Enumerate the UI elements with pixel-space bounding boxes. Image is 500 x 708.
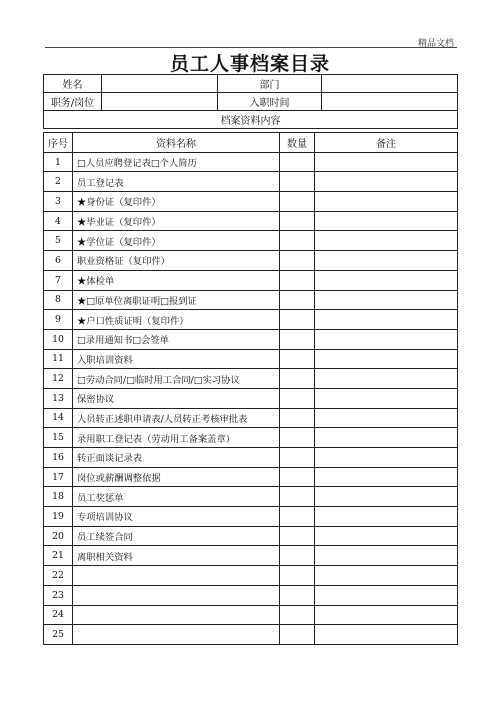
- row-quantity[interactable]: [280, 526, 315, 546]
- row-notes[interactable]: [315, 329, 458, 349]
- row-index: 11: [44, 349, 73, 369]
- row-index: 13: [44, 388, 73, 408]
- info-row-name-dept: [44, 75, 458, 93]
- row-quantity[interactable]: [280, 487, 315, 507]
- row-notes[interactable]: [315, 172, 458, 192]
- hire-date-label: 入职时间: [218, 93, 322, 111]
- row-document-name: 录用职工登记表（劳动用工备案盖章）: [73, 428, 280, 448]
- header-note: 精品文档: [417, 39, 454, 49]
- row-index: 12: [44, 369, 73, 389]
- row-notes[interactable]: [315, 487, 458, 507]
- table-row: [44, 152, 458, 172]
- row-quantity[interactable]: [280, 369, 315, 389]
- table-row: [44, 290, 458, 310]
- row-document-name: ★户口性质证明（复印件）: [73, 310, 280, 330]
- name-field[interactable]: [102, 75, 218, 93]
- row-quantity[interactable]: [280, 349, 315, 369]
- row-document-name: ★身份证（复印件）: [73, 192, 280, 212]
- row-quantity[interactable]: [280, 192, 315, 212]
- row-notes[interactable]: [315, 605, 458, 625]
- row-document-name: ★体检单: [73, 270, 280, 290]
- list-header-row: [44, 133, 458, 153]
- row-index: 14: [44, 408, 73, 428]
- row-quantity[interactable]: [280, 152, 315, 172]
- table-row: [44, 448, 458, 468]
- row-quantity[interactable]: [280, 329, 315, 349]
- table-row: [44, 251, 458, 271]
- table-row: [44, 585, 458, 605]
- row-notes[interactable]: [315, 585, 458, 605]
- table-row: [44, 526, 458, 546]
- row-notes[interactable]: [315, 448, 458, 468]
- name-label: 姓名: [44, 75, 102, 93]
- row-index: 10: [44, 329, 73, 349]
- row-quantity[interactable]: [280, 388, 315, 408]
- row-notes[interactable]: [315, 152, 458, 172]
- row-notes[interactable]: [315, 231, 458, 251]
- row-document-name: 保密协议: [73, 388, 280, 408]
- row-quantity[interactable]: [280, 211, 315, 231]
- row-notes[interactable]: [315, 211, 458, 231]
- row-notes[interactable]: [315, 369, 458, 389]
- section-title: 档案资料内容: [44, 111, 458, 129]
- row-quantity[interactable]: [280, 625, 315, 645]
- row-quantity[interactable]: [280, 566, 315, 586]
- row-index: 17: [44, 467, 73, 487]
- row-document-name: ★□原单位离职证明□报到证: [73, 290, 280, 310]
- row-index: 19: [44, 507, 73, 527]
- row-quantity[interactable]: [280, 290, 315, 310]
- department-label: 部门: [218, 75, 322, 93]
- row-document-name: [73, 625, 280, 645]
- table-row: [44, 349, 458, 369]
- row-document-name: 转正面谈记录表: [73, 448, 280, 468]
- table-row: [44, 369, 458, 389]
- section-title-row: [44, 111, 458, 129]
- table-row: [44, 487, 458, 507]
- row-notes[interactable]: [315, 566, 458, 586]
- row-document-name: 员工续签合同: [73, 526, 280, 546]
- row-document-name: ★毕业证（复印件）: [73, 211, 280, 231]
- table-row: [44, 467, 458, 487]
- position-field[interactable]: [102, 93, 218, 111]
- row-document-name: 职业资格证（复印件）: [73, 251, 280, 271]
- list-body: [44, 152, 458, 644]
- table-row: [44, 211, 458, 231]
- row-document-name: [73, 605, 280, 625]
- row-index: 18: [44, 487, 73, 507]
- row-index: 21: [44, 546, 73, 566]
- row-notes[interactable]: [315, 388, 458, 408]
- table-row: [44, 388, 458, 408]
- column-header-name: 资料名称: [73, 133, 280, 153]
- row-quantity[interactable]: [280, 546, 315, 566]
- row-quantity[interactable]: [280, 428, 315, 448]
- row-document-name: □录用通知书□会签单: [73, 329, 280, 349]
- row-index: 8: [44, 290, 73, 310]
- row-document-name: □劳动合同/□临时用工合同/□实习协议: [73, 369, 280, 389]
- row-notes[interactable]: [315, 251, 458, 271]
- row-notes[interactable]: [315, 270, 458, 290]
- employee-info-table: [43, 74, 458, 129]
- row-quantity[interactable]: [280, 408, 315, 428]
- row-document-name: 离职相关资料: [73, 546, 280, 566]
- table-row: [44, 192, 458, 212]
- table-row: [44, 625, 458, 645]
- row-index: 1: [44, 152, 73, 172]
- table-row: [44, 329, 458, 349]
- row-quantity[interactable]: [280, 251, 315, 271]
- table-row: [44, 270, 458, 290]
- info-row-position-hire: [44, 93, 458, 111]
- row-index: 25: [44, 625, 73, 645]
- row-notes[interactable]: [315, 408, 458, 428]
- table-row: [44, 310, 458, 330]
- row-document-name: 入职培训资料: [73, 349, 280, 369]
- row-index: 20: [44, 526, 73, 546]
- department-field[interactable]: [322, 75, 458, 93]
- row-index: 4: [44, 211, 73, 231]
- position-label: 职务/岗位: [44, 93, 102, 111]
- row-index: 6: [44, 251, 73, 271]
- row-document-name: [73, 566, 280, 586]
- row-index: 15: [44, 428, 73, 448]
- table-row: [44, 605, 458, 625]
- row-notes[interactable]: [315, 526, 458, 546]
- row-quantity[interactable]: [280, 467, 315, 487]
- table-row: [44, 408, 458, 428]
- row-quantity[interactable]: [280, 310, 315, 330]
- row-document-name: 员工登记表: [73, 172, 280, 192]
- row-index: 2: [44, 172, 73, 192]
- row-quantity[interactable]: [280, 507, 315, 527]
- column-header-qty: 数量: [280, 133, 315, 153]
- row-document-name: ★学位证（复印件）: [73, 231, 280, 251]
- table-row: [44, 566, 458, 586]
- row-document-name: 员工奖惩单: [73, 487, 280, 507]
- row-index: 7: [44, 270, 73, 290]
- row-notes[interactable]: [315, 428, 458, 448]
- table-row: [44, 546, 458, 566]
- column-header-notes: 备注: [315, 133, 458, 153]
- row-quantity[interactable]: [280, 585, 315, 605]
- row-index: 9: [44, 310, 73, 330]
- page-title: 员工人事档案目录: [169, 53, 330, 75]
- row-index: 5: [44, 231, 73, 251]
- row-quantity[interactable]: [280, 270, 315, 290]
- row-index: 23: [44, 585, 73, 605]
- table-row: [44, 428, 458, 448]
- row-notes[interactable]: [315, 349, 458, 369]
- row-document-name: [73, 585, 280, 605]
- row-notes[interactable]: [315, 290, 458, 310]
- row-index: 24: [44, 605, 73, 625]
- header-divider: [45, 47, 457, 48]
- row-index: 16: [44, 448, 73, 468]
- table-row: [44, 231, 458, 251]
- row-notes[interactable]: [315, 625, 458, 645]
- row-quantity[interactable]: [280, 448, 315, 468]
- row-document-name: 专项培训协议: [73, 507, 280, 527]
- row-notes[interactable]: [315, 467, 458, 487]
- row-document-name: □人员应聘登记表□个人简历: [73, 152, 280, 172]
- row-notes[interactable]: [315, 507, 458, 527]
- table-row: [44, 507, 458, 527]
- archive-list-table: [43, 132, 458, 645]
- row-quantity[interactable]: [280, 605, 315, 625]
- row-document-name: 岗位或薪酬调整依据: [73, 467, 280, 487]
- row-notes[interactable]: [315, 310, 458, 330]
- table-row: [44, 172, 458, 192]
- column-header-index: 序号: [44, 133, 73, 153]
- row-quantity[interactable]: [280, 172, 315, 192]
- row-notes[interactable]: [315, 546, 458, 566]
- hire-date-field[interactable]: [322, 93, 458, 111]
- row-document-name: 人员转正述职申请表/人员转正考核审批表: [73, 408, 280, 428]
- row-notes[interactable]: [315, 192, 458, 212]
- row-index: 22: [44, 566, 73, 586]
- row-quantity[interactable]: [280, 231, 315, 251]
- row-index: 3: [44, 192, 73, 212]
